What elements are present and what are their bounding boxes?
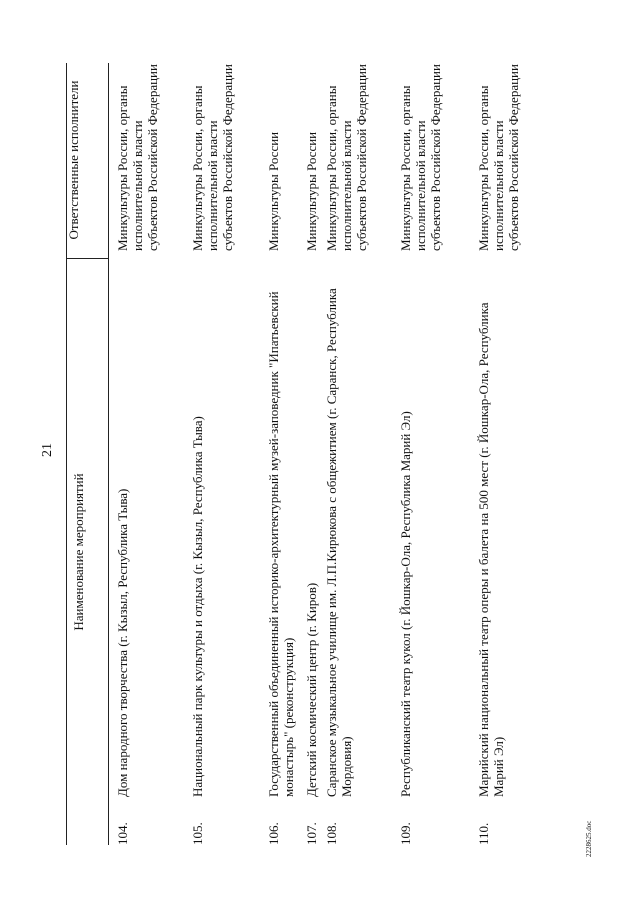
row-responsible: Минкультуры России, органы исполнительной власти субъектов Российской Федерации <box>190 64 235 251</box>
header-bottom-rule <box>108 63 109 845</box>
row-number: 106. <box>266 822 281 845</box>
row-number: 104. <box>115 822 130 845</box>
row-number: 108. <box>324 822 339 845</box>
row-number: 110. <box>476 822 491 845</box>
row-title: Саранское музыкальное училище им. Л.П.Кирюкова с общежитием (г. Саранск, Республика Мордовия) <box>324 288 354 797</box>
row-responsible: Минкультуры России, органы исполнительной власти субъектов Российской Федерации <box>115 64 160 251</box>
row-title: Детский космический центр (г. Киров) <box>304 582 319 797</box>
row-responsible: Минкультуры России <box>304 131 319 251</box>
row-number: 109. <box>398 822 413 845</box>
row-title: Национальный парк культуры и отдыха (г. Кызыл, Республика Тыва) <box>190 416 205 797</box>
column-header-name: Наименование мероприятий <box>71 473 86 631</box>
row-title: Государственный объединенный историко-архитектурный музей-заповедник "Ипатьевский монастырь" (реконструкция) <box>266 291 296 797</box>
row-responsible: Минкультуры России, органы исполнительной власти субъектов Российской Федерации <box>324 64 369 251</box>
row-responsible: Минкультуры России, органы исполнительной власти субъектов Российской Федерации <box>476 64 521 251</box>
page-number: 21 <box>40 443 55 457</box>
file-reference: 2228625.doc <box>585 820 593 857</box>
row-responsible: Минкультуры России <box>266 131 281 251</box>
row-number: 107. <box>304 822 319 845</box>
row-title: Дом народного творчества (г. Кызыл, Республика Тыва) <box>115 488 130 797</box>
row-number: 105. <box>190 822 205 845</box>
row-title: Марийский национальный театр оперы и балета на 500 мест (г. Йошкар-Ола, Республика Марий Эл) <box>476 302 506 797</box>
row-responsible: Минкультуры России, органы исполнительной власти субъектов Российской Федерации <box>398 64 443 251</box>
column-header-responsible: Ответственные исполнители <box>66 80 81 240</box>
row-title: Республиканский театр кукол (г. Йошкар-Ола, Республика Марий Эл) <box>398 411 413 797</box>
